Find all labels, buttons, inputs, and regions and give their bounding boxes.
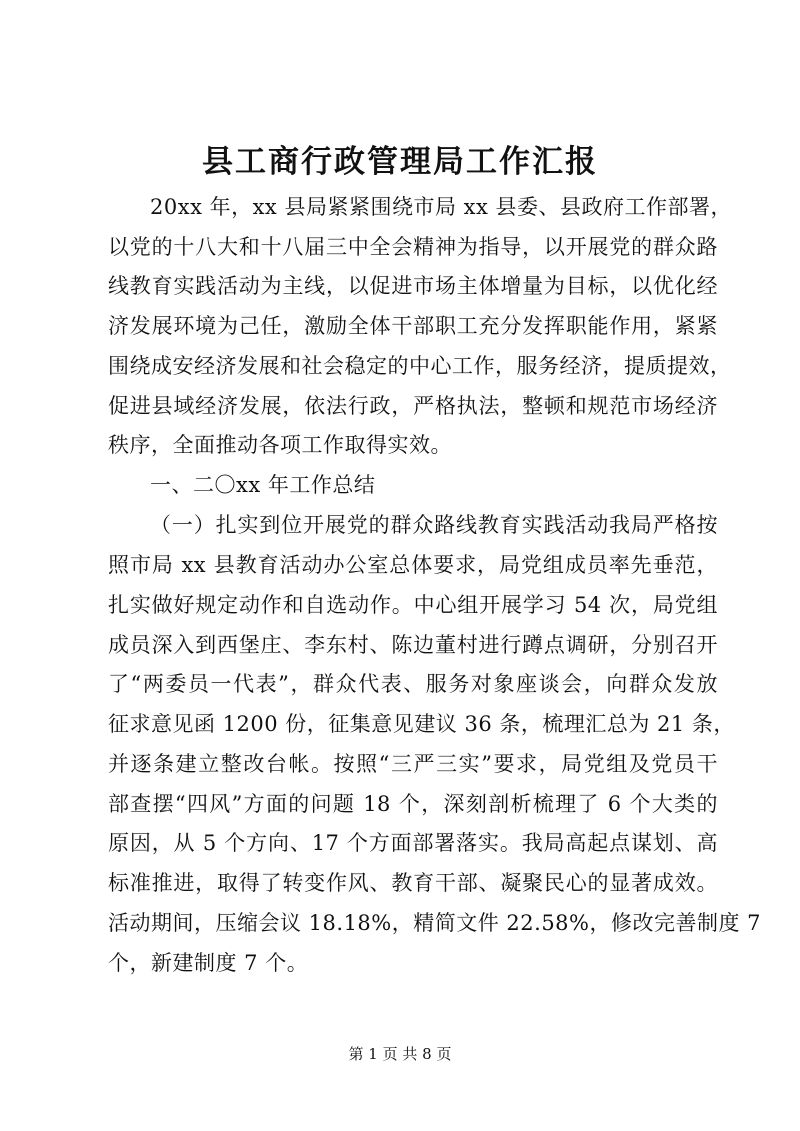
section-heading: 一、二〇xx 年工作总结 xyxy=(150,473,376,497)
paragraph-line: 并逐条建立整改台帐。按照“三严三实”要求，局党组及党员干 xyxy=(108,752,718,776)
paragraph-line: 促进县域经济发展，依法行政，严格执法，整顿和规范市场经济 xyxy=(108,394,718,418)
page-number: 第 1 页 共 8 页 xyxy=(348,1045,452,1063)
paragraph-line: 济发展环境为己任，激励全体干部职工充分发挥职能作用，紧紧 xyxy=(108,314,718,338)
paragraph-line: 标准推进，取得了转变作风、教育干部、凝聚民心的显著成效。 xyxy=(108,871,718,895)
paragraph-line: 部查摆“四风”方面的问题 18 个，深刻剖析梳理了 6 个大类的 xyxy=(108,792,718,816)
paragraph-line: 征求意见函 1200 份，征集意见建议 36 条，梳理汇总为 21 条， xyxy=(108,712,735,736)
paragraph-line: 照市局 xx 县教育活动办公室总体要求，局党组成员率先垂范， xyxy=(108,553,718,577)
paragraph-line: 秩序，全面推动各项工作取得实效。 xyxy=(108,433,452,457)
paragraph-line: 活动期间，压缩会议 18.18%，精简文件 22.58%，修改完善制度 7 xyxy=(108,911,762,935)
paragraph-line: 扎实做好规定动作和自选动作。中心组开展学习 54 次，局党组 xyxy=(108,593,718,617)
paragraph-line: 成员深入到西堡庄、李东村、陈边董村进行蹲点调研，分别召开 xyxy=(108,633,718,657)
paragraph-line: 以党的十八大和十八届三中全会精神为指导，以开展党的群众路 xyxy=(108,235,718,259)
paragraph-line: 围绕成安经济发展和社会稳定的中心工作，服务经济，提质提效， xyxy=(108,354,732,378)
paragraph-line: 个，新建制度 7 个。 xyxy=(108,951,309,975)
paragraph-line: 20xx 年，xx 县局紧紧围绕市局 xx 县委、县政府工作部署， xyxy=(150,195,732,219)
paragraph-line: （一）扎实到位开展党的群众路线教育实践活动我局严格按 xyxy=(150,513,718,537)
document-title: 县工商行政管理局工作汇报 xyxy=(202,144,598,180)
paragraph-line: 线教育实践活动为主线，以促进市场主体增量为目标，以优化经 xyxy=(108,274,718,298)
paragraph-line: 原因，从 5 个方向、17 个方面部署落实。我局高起点谋划、高 xyxy=(108,831,718,855)
paragraph-line: 了“两委员一代表”，群众代表、服务对象座谈会，向群众发放 xyxy=(108,672,718,696)
